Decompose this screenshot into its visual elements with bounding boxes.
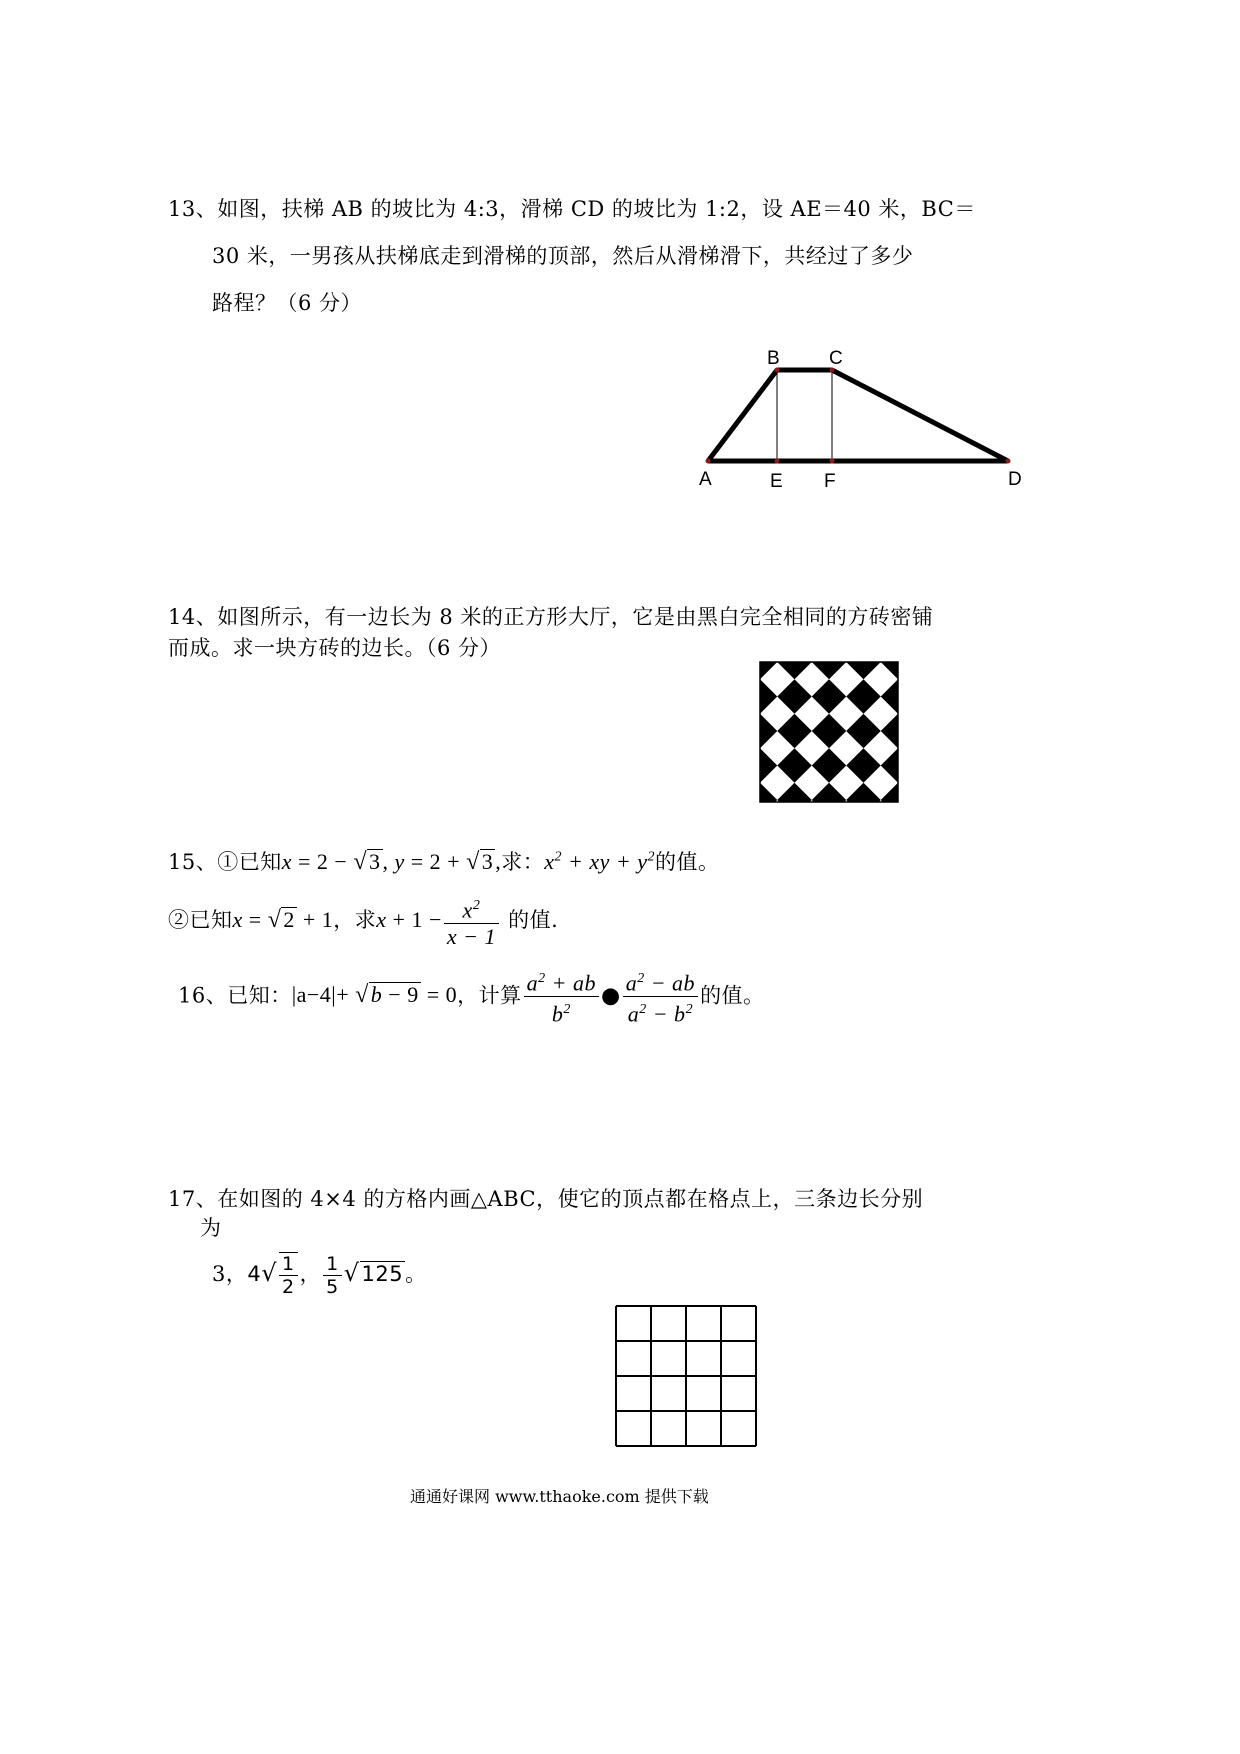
q17-line-3 (212, 1252, 427, 1298)
q15-p1-suffix: 的值。 (655, 850, 720, 874)
q16-mid: ，计算 (457, 983, 522, 1008)
q16-fraction-1: $\frac{a^2 + ab}{b^2}$ (524, 966, 599, 1028)
q17-length-1: 3， (212, 1262, 248, 1286)
q17-line-1: 17、在如图的 4×4 的方格内画△ABC，使它的顶点都在格点上，三条边长分别 (168, 1187, 924, 1211)
q17-grid-4x4 (612, 1302, 762, 1452)
q15-p1-prefix: 15、①已知 (168, 850, 282, 874)
label-f: F (824, 471, 836, 492)
edge-ab (708, 370, 777, 461)
label-e: E (770, 471, 783, 492)
q16-suffix: 的值。 (700, 983, 765, 1008)
q15-p2-fraction: $\frac{x^2}{x - 1}$ (444, 893, 499, 950)
q15-p2-mid: ，求 (333, 908, 377, 933)
q13-line-3: 路程？（6 分） (212, 291, 363, 315)
q15-part-1: 15、①已知x = 2 − √3, y = 2 + √3,求：$x^2$ + xy + $y^2$的值。 (168, 849, 720, 875)
q16-fraction-2: $\frac{a^2 - ab}{a^2 - b^2}$ (623, 966, 698, 1028)
vertex-f (830, 459, 835, 464)
vertex-e (775, 459, 780, 464)
q16-prefix: 16、已知： (178, 983, 292, 1008)
q17-line-2: 为 (200, 1216, 222, 1240)
q15-p2-target: x (376, 907, 387, 933)
q15-p2-suffix: 的值. (501, 908, 559, 933)
q16-line (178, 966, 765, 1028)
q17-end: 。 (405, 1262, 427, 1286)
q15-part-2: ②已知x = √2 + 1，求x + 1 − $\frac{x^2}{x - 1}$ 的值. (168, 893, 558, 950)
grid-lines (616, 1306, 756, 1446)
q15-p1-target: $x^2$ + xy + $y^2$ (544, 849, 656, 874)
q17-length-3: $\frac{1}{5}$ √125 (321, 1262, 405, 1286)
q13-line-1: 13、如图，扶梯 AB 的坡比为 4:3，滑梯 CD 的坡比为 1:2，设 AE＝40 米，BC＝ (168, 197, 976, 221)
q13-line-2: 30 米，一男孩从扶梯底走到滑梯的顶部，然后从滑梯滑下，共经过了多少 (212, 244, 914, 268)
label-b: B (767, 348, 780, 369)
q14-line-2: 而成。求一块方砖的边长。（6 分） (168, 636, 502, 660)
q14-line-1: 14、如图所示，有一边长为 8 米的正方形大厅，它是由黑白完全相同的方砖密铺 (168, 605, 934, 629)
label-a: A (699, 469, 712, 490)
q15-p2-prefix: ②已知 (168, 908, 233, 933)
q15-p2-given: x (232, 907, 243, 933)
vertex-a (706, 459, 711, 464)
q15-p1-mid: 求： (501, 850, 545, 874)
q15-p1-given: x (281, 849, 292, 874)
q14-tile-pattern (758, 660, 900, 804)
label-d: D (1008, 469, 1022, 490)
q16-multiply-dot: ● (601, 983, 621, 1009)
q17-length-2: 4√ $\frac{1}{2}$ (247, 1262, 299, 1286)
vertex-d (1006, 459, 1011, 464)
label-c: C (829, 348, 843, 369)
edge-cd (832, 370, 1008, 461)
q16-condition: |a−4|+ √b − 9 = 0 (291, 982, 458, 1009)
q13-trapezoid-figure (690, 340, 1040, 500)
q17-sep: ， (299, 1262, 322, 1286)
footer-source: 通通好课网 www.tthaoke.com 提供下载 (410, 1487, 709, 1506)
